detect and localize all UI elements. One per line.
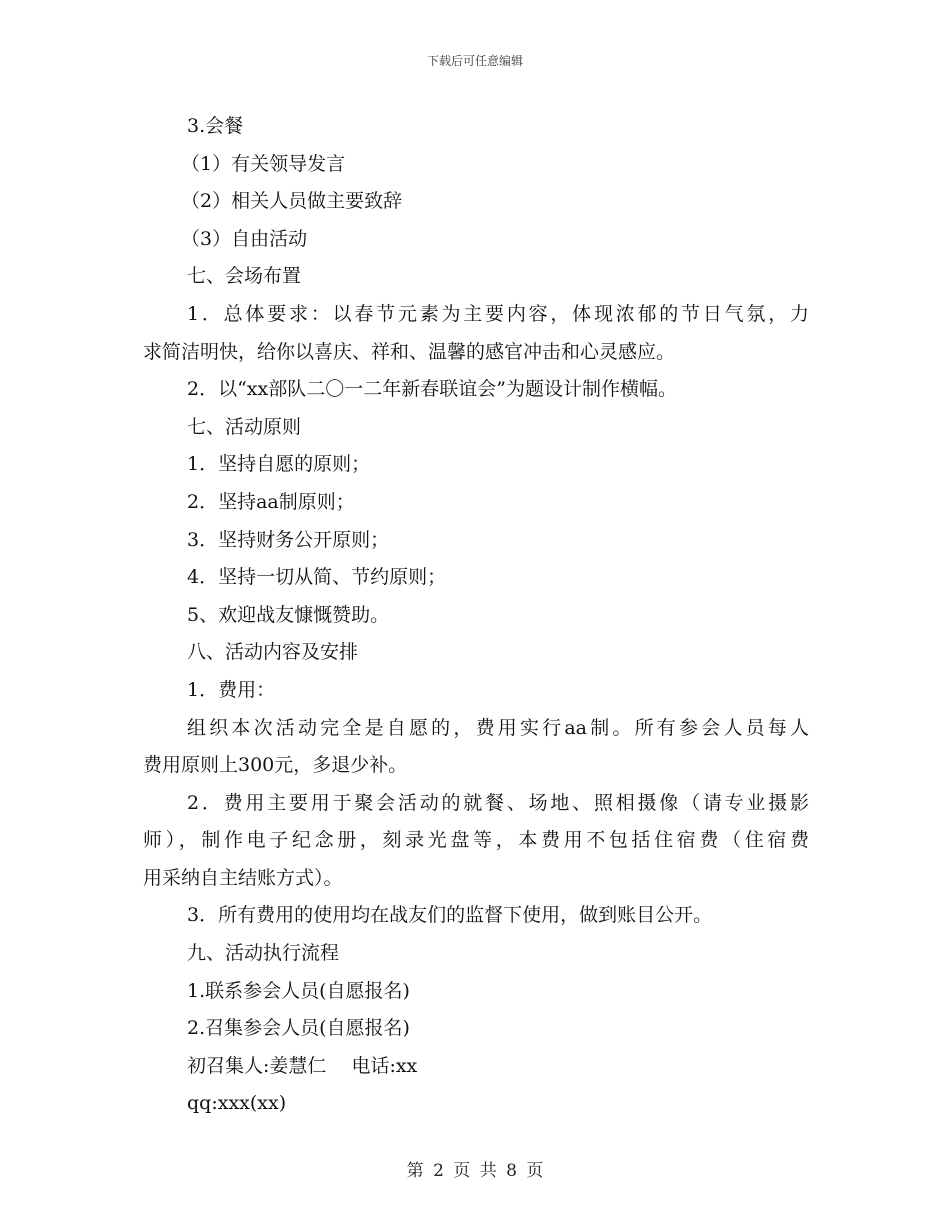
organizer-contact: 初召集人:姜慧仁 电话:xx [187,1054,418,1077]
paragraph-banner: 2．以“xx部队二〇一二年新春联谊会”为题设计制作横幅。 [187,378,677,401]
paragraph-overall-requirement: 1．总体要求：以春节元素为主要内容，体现浓郁的节日气氛，力 [187,302,809,325]
paragraph-cost-voluntary-cont: 费用原则上300元，多退少补。 [143,754,408,777]
section-heading-principles: 七、活动原则 [187,415,302,438]
sub-item-leader-speech: （1）有关领导发言 [181,152,346,175]
principle-item-aa: 2．坚持aa制原则； [187,490,355,513]
sub-item-main-address: （2）相关人员做主要致辞 [181,190,403,213]
sub-item-free-activity: （3）自由活动 [181,227,308,250]
paragraph-cost-supervision: 3．所有费用的使用均在战友们的监督下使用，做到账目公开。 [187,904,713,927]
process-item-contact: 1.联系参会人员(自愿报名) [187,979,410,1002]
principle-item-finance: 3．坚持财务公开原则； [187,528,390,551]
organizer-qq: qq:xxx(xx) [187,1092,287,1115]
process-item-gather: 2.召集参会人员(自愿报名) [187,1017,410,1040]
page-header-note: 下载后可任意编辑 [426,54,523,68]
section-heading-process: 九、活动执行流程 [187,942,340,965]
document-body [143,108,809,1123]
paragraph-cost-usage-cont: 师），制作电子纪念册，刻录光盘等，本费用不包括住宿费（住宿费 [143,829,809,852]
section-item-banquet: 3.会餐 [187,115,244,137]
page-number: 第 2 页 共 8 页 [406,1161,544,1181]
content-item-cost: 1．费用： [187,678,276,701]
paragraph-cost-voluntary: 组织本次活动完全是自愿的，费用实行aa制。所有参会人员每人 [187,716,809,739]
paragraph-cost-usage-end: 用采纳自主结账方式）。 [143,866,343,889]
principle-item-voluntary: 1．坚持自愿的原则； [187,453,371,476]
section-heading-venue-layout: 七、会场布置 [187,265,302,288]
section-heading-content: 八、活动内容及安排 [187,641,359,664]
principle-item-frugal: 4．坚持一切从简、节约原则； [187,566,447,589]
principle-item-sponsor: 5、欢迎战友慷慨赞助。 [187,603,390,626]
paragraph-overall-requirement-cont: 求简洁明快，给你以喜庆、祥和、温馨的感官冲击和心灵感应。 [143,340,676,363]
paragraph-cost-usage: 2．费用主要用于聚会活动的就餐、场地、照相摄像（请专业摄影 [187,791,809,814]
